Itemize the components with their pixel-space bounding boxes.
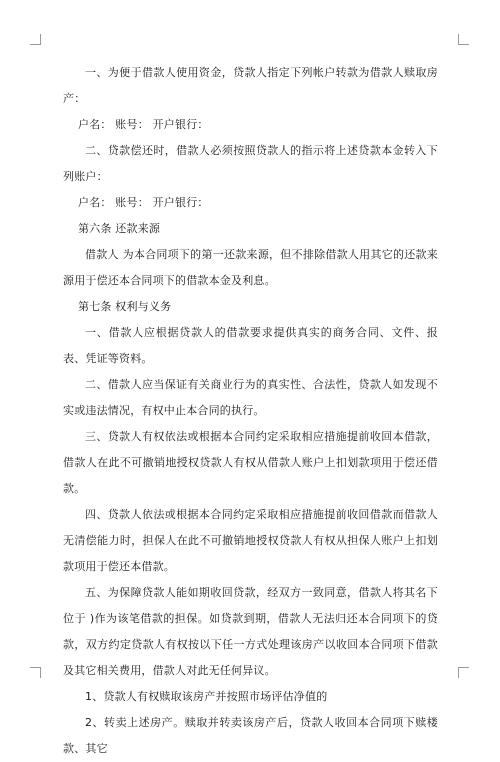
obligation-paragraph-1: 一、借款人应根据贷款人的借款要求提供真实的商务合同、文件、报表、凭证等资料。 <box>63 326 438 365</box>
obligation-paragraph-5: 五、为保障贷款人能如期收回贷款，经双方一致同意，借款人将其名下位于 )作为该笔借款的担保。如贷款到期，借款人无法归还本合同项下的贷款，双方约定贷款人有权按以下任一方式处理该房产以收回本合同项下借款及其它相关费用，借款人对此无任何异议。 <box>63 586 438 677</box>
account-info-line: 户名： 账号： 开户银行： <box>78 118 209 131</box>
crop-mark-bottom-right <box>458 667 469 678</box>
clause-repayment-transfer: 二、贷款偿还时，借款人必须按照贷款人的指示将上述贷款本金转入下列账户： <box>63 144 438 183</box>
account-info-line: 户名： 账号： 开户银行： <box>78 196 209 209</box>
disposal-option-2: 2、转卖上述房产。赎取并转卖该房产后，贷款人收回本合同项下赎楼款、其它 <box>63 716 438 755</box>
obligation-paragraph-3: 三、贷款人有权依法或根据本合同约定采取相应措施提前收回本借款，借款人在此不可撤销地授权贷款人有权从借款人账户上扣划款项用于偿还借款。 <box>63 430 438 495</box>
document-body <box>63 60 438 762</box>
disposal-option-1: 1、贷款人有权赎取该房产并按照市场评估净值的 <box>85 690 328 703</box>
clause-designated-account: 一、为便于借款人使用资金，贷款人指定下列帐户转款为借款人赎取房产： <box>63 66 438 105</box>
crop-mark-top-left <box>30 34 41 45</box>
obligation-paragraph-2: 二、借款人应当保证有关商业行为的真实性、合法性，贷款人如发现不实或违法情况，有权中止本合同的执行。 <box>63 378 438 417</box>
article-6-heading: 第六条 还款来源 <box>78 222 161 235</box>
repayment-source-paragraph: 借款人 为本合同项下的第一还款来源，但不排除借款人用其它的还款来源用于偿还本合同项下的借款本金及利息。 <box>63 248 438 287</box>
article-7-heading: 第七条 权利与义务 <box>78 300 172 313</box>
crop-mark-top-right <box>458 34 469 45</box>
crop-mark-bottom-left <box>30 667 41 678</box>
obligation-paragraph-4: 四、贷款人依法或根据本合同约定采取相应措施提前收回借款而借款人无清偿能力时，担保人在此不可撤销地授权贷款人有权从担保人账户上扣划款项用于偿还本借款。 <box>63 508 438 573</box>
